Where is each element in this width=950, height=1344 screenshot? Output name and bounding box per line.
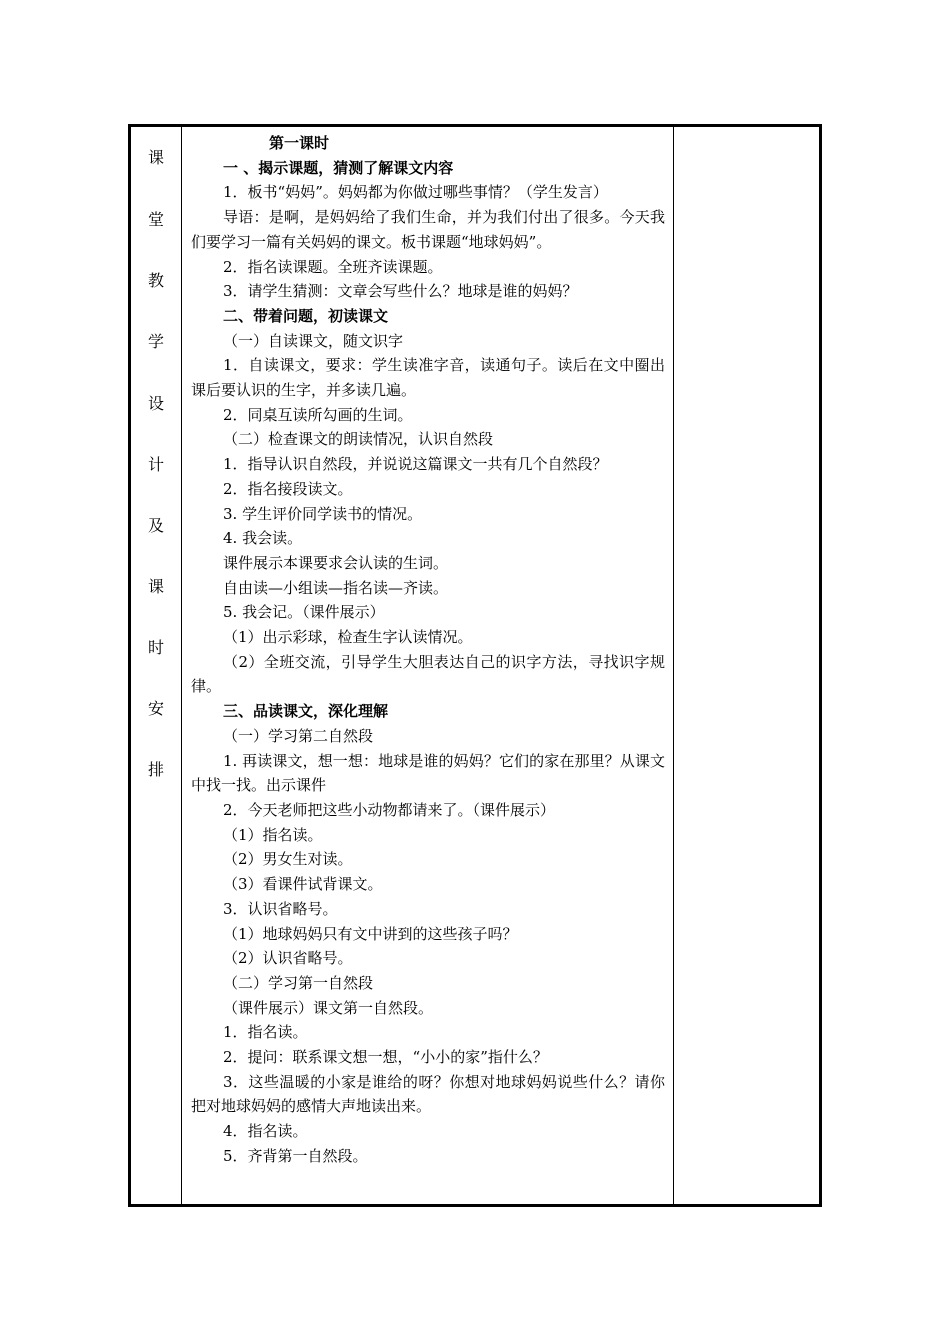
section-heading: 第一课时: [269, 134, 330, 152]
section-label-char: 安: [147, 699, 164, 718]
content-line: 导语：是啊，是妈妈给了我们生命，并为我们付出了很多。今天我们要学习一篇有关妈妈的课文。板书课题“地球妈妈”。: [191, 208, 665, 251]
content-line: 1．指名读。: [223, 1023, 308, 1042]
section-label-char: 堂: [147, 210, 164, 229]
content-line: （2）全班交流，引导学生大胆表达自己的识字方法，寻找识字规律。: [191, 652, 665, 696]
content-line: 4．指名读。: [223, 1122, 308, 1141]
content-line: （3）看课件试背课文。: [223, 875, 383, 894]
section-label-char: 及: [147, 516, 164, 535]
content-line: 2．同桌互读所勾画的生词。: [223, 405, 413, 424]
content-line: 3．这些温暖的小家是谁给的呀？你想对地球妈妈说些什么？请你把对地球妈妈的感情大声地读出来。: [191, 1072, 665, 1116]
section-label-char: 计: [147, 455, 164, 474]
content-line: 2．指名读课题。全班齐读课题。: [223, 257, 443, 276]
content-line: 4. 我会读。: [223, 529, 303, 548]
section-label-char: 时: [147, 638, 164, 657]
content-line: 课件展示本课要求会认读的生词。: [223, 553, 449, 572]
section-label-char: 课: [147, 577, 164, 596]
section-label-char: 教: [147, 271, 164, 290]
content-line: 5．齐背第一自然段。: [223, 1146, 368, 1165]
content-line: （2）认识省略号。: [223, 949, 353, 968]
section-label-column: [131, 127, 182, 1204]
lesson-content-column: [182, 127, 674, 1204]
content-line: 3. 学生评价同学读书的情况。: [223, 504, 423, 523]
content-line: 1．指导认识自然段，并说说这篇课文一共有几个自然段？: [223, 455, 608, 474]
content-line: （1）地球妈妈只有文中讲到的这些孩子吗？: [223, 924, 518, 943]
content-line: 1. 再读课文，想一想：地球是谁的妈妈？它们的家在那里？从课文中找一找。出示课件: [191, 751, 665, 795]
content-line: 2．提问：联系课文想一想，“小小的家”指什么？: [223, 1048, 548, 1067]
content-line: （一）自读课文，随文识字: [223, 331, 404, 350]
content-line: （课件展示）课文第一自然段。: [223, 998, 434, 1017]
section-label-char: 排: [147, 760, 164, 779]
content-line: 3．认识省略号。: [223, 899, 338, 918]
section-label-char: 设: [147, 394, 164, 413]
section-heading: 一 、揭示课题，猜测了解课文内容: [223, 158, 454, 177]
content-line: 2．指名接段读文。: [223, 479, 353, 498]
section-label-char: 课: [147, 148, 164, 167]
content-line: 2．今天老师把这些小动物都请来了。（课件展示）: [223, 800, 556, 819]
content-line: （一）学习第二自然段: [223, 726, 374, 745]
content-line: （二）检查课文的朗读情况，认识自然段: [223, 430, 494, 449]
notes-column: [674, 127, 819, 1204]
content-line: （二）学习第一自然段: [223, 973, 374, 992]
lesson-plan-table: [128, 124, 822, 1207]
content-line: 3．请学生猜测：文章会写些什么？地球是谁的妈妈？: [223, 282, 578, 301]
section-heading: 二、带着问题，初读课文: [223, 306, 389, 325]
content-line: 1．自读课文，要求：学生读准字音，读通句子。读后在文中圈出课后要认识的生字，并多读几遍。: [191, 356, 665, 400]
content-line: （2）男女生对读。: [223, 850, 353, 869]
content-line: 5. 我会记。（课件展示）: [223, 603, 385, 622]
content-line: （1）指名读。: [223, 825, 323, 844]
content-line: 自由读—小组读—指名读—齐读。: [223, 578, 449, 597]
content-line: （1）出示彩球，检查生字认读情况。: [223, 628, 473, 647]
section-heading: 三、品读课文，深化理解: [223, 702, 389, 721]
content-line: 1．板书“妈妈”。妈妈都为你做过哪些事情？（学生发言）: [223, 183, 608, 202]
section-label-char: 学: [147, 332, 164, 351]
